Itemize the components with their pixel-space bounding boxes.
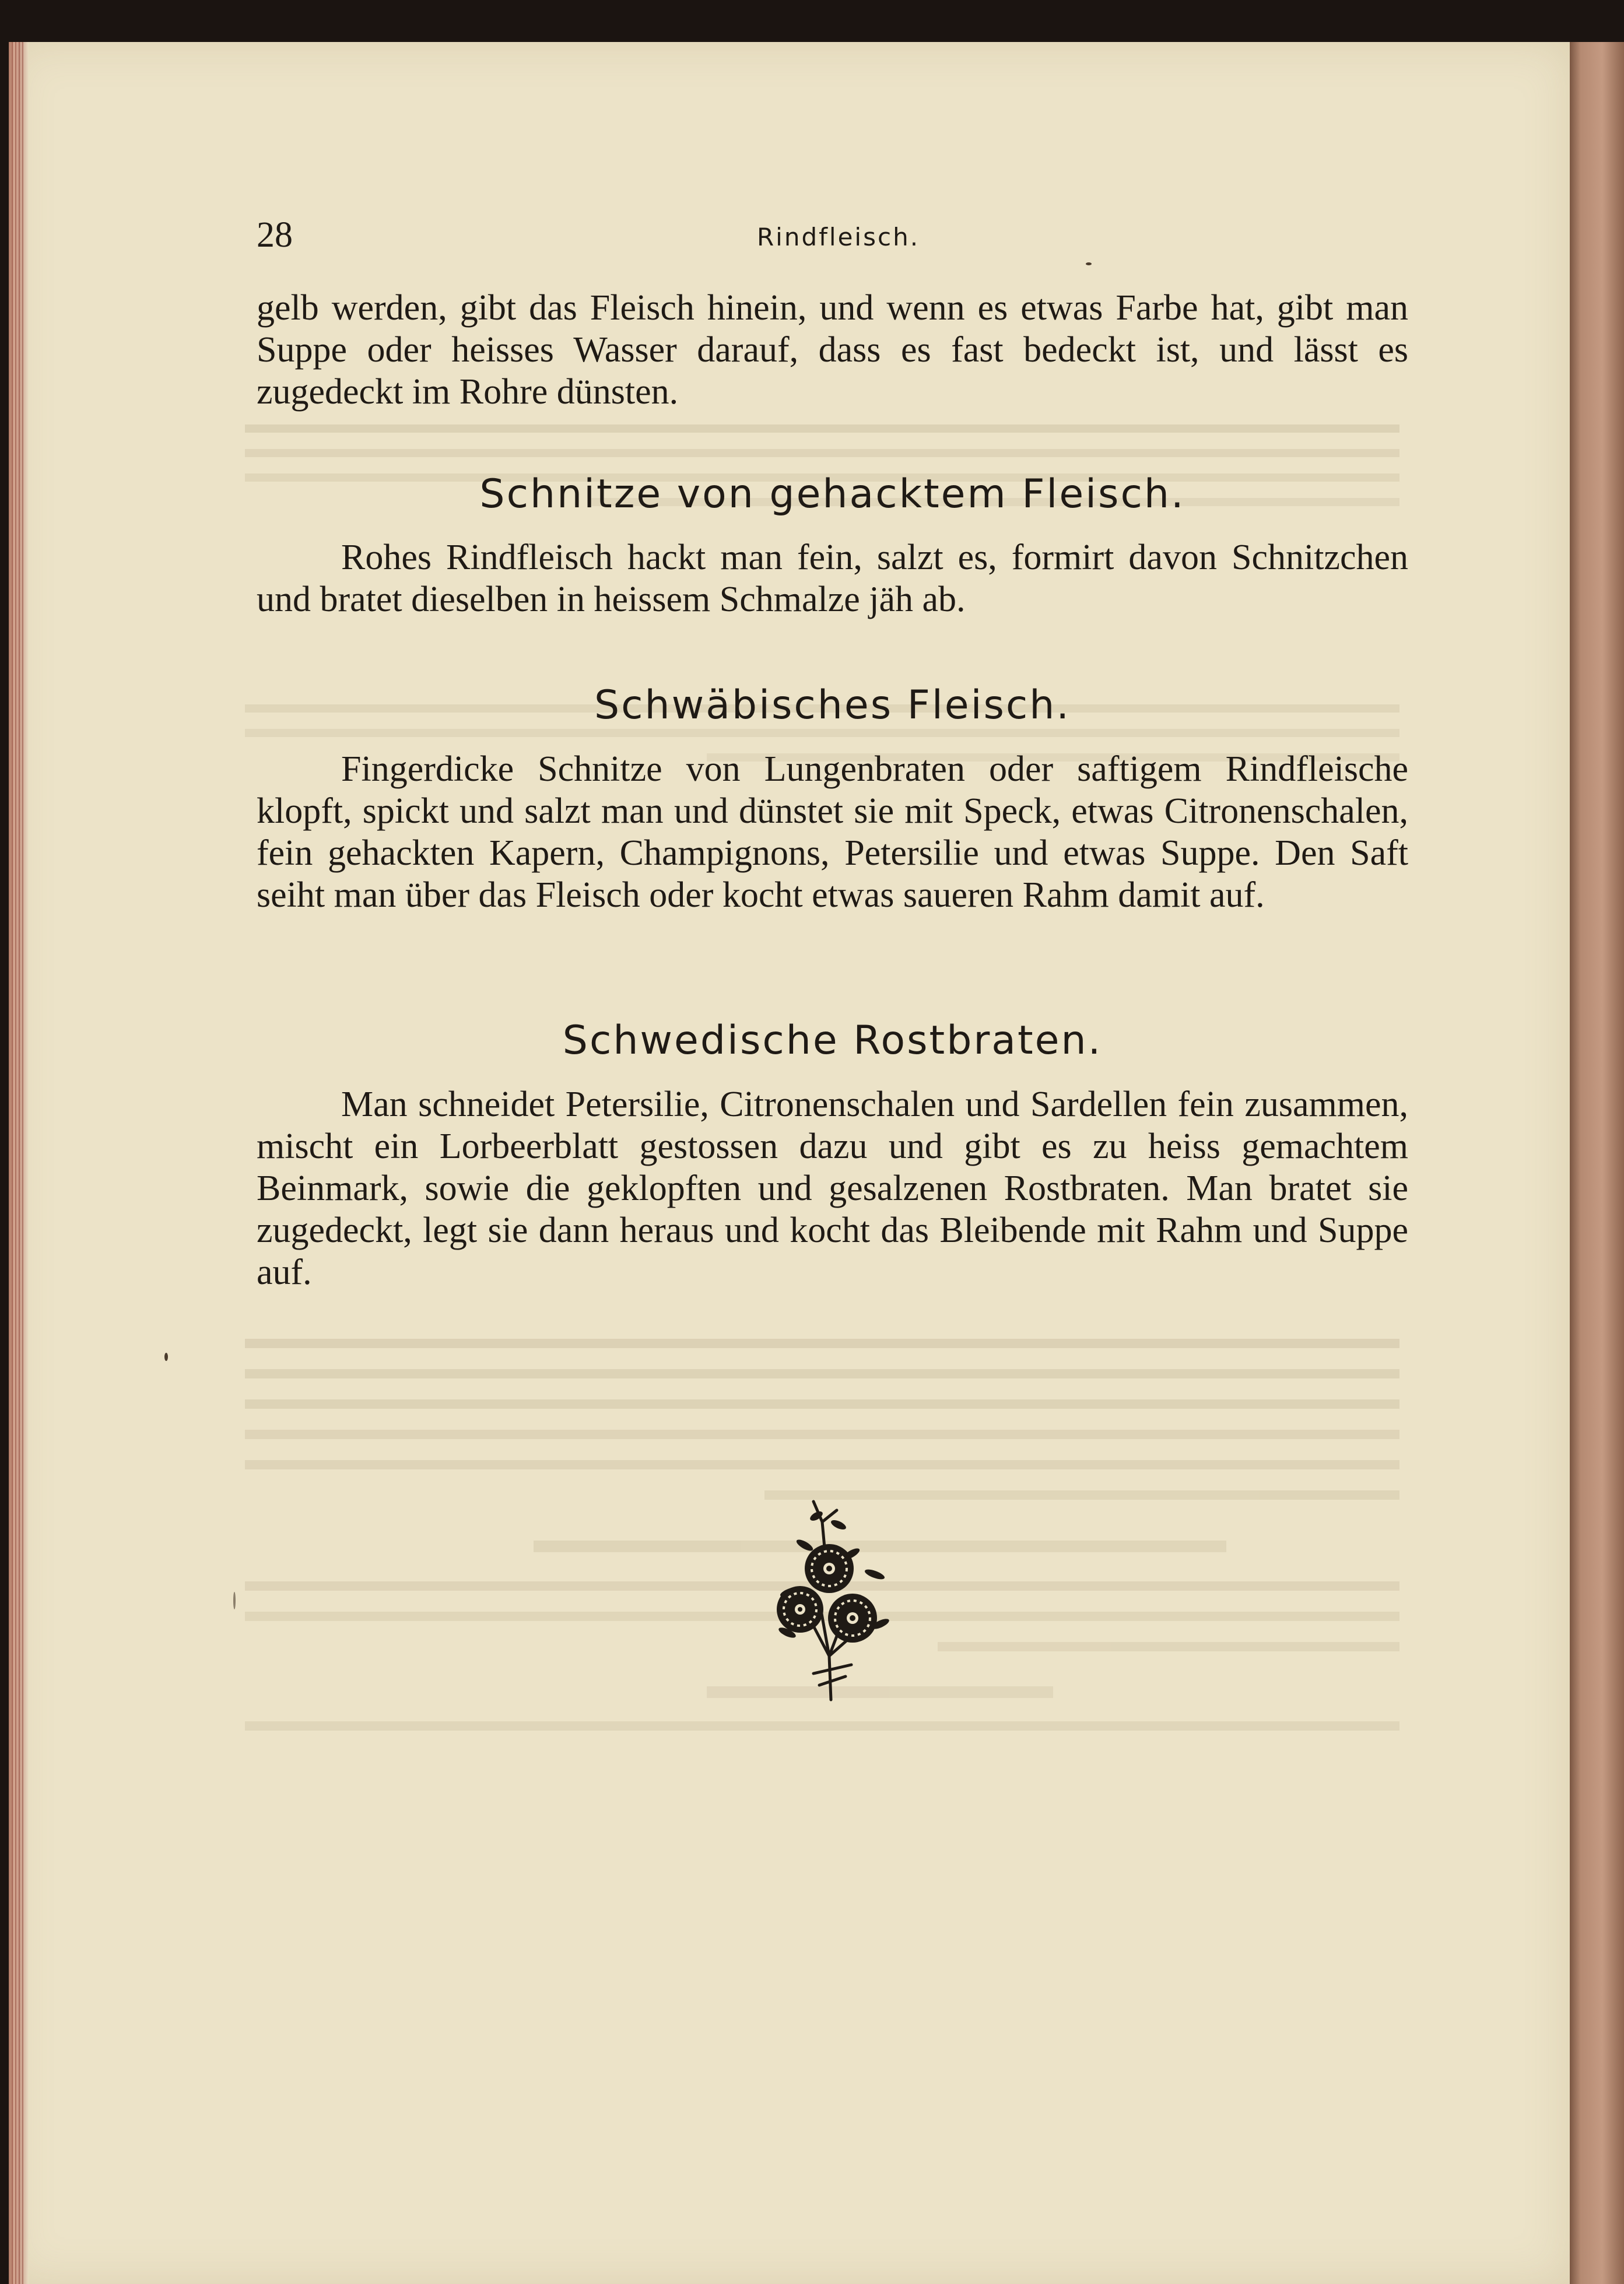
- running-head: [257, 215, 1408, 255]
- running-title: Rindfleisch.: [757, 223, 920, 251]
- show-through-texture: [245, 1318, 1399, 2134]
- floral-bouquet-icon: [764, 1499, 898, 1703]
- recipe-text: Fingerdicke Schnitze von Lungenbraten oder saftigem Rindfleische klopft, spickt und salzt man und dünstet sie mit Speck, etwas Citronenschalen, fein gehackten Kapern, Champignons, Petersilie und etwas Suppe. Den Saft seiht man über das Fleisch oder kocht etwas saueren Rahm damit auf.: [257, 749, 1408, 915]
- recipe-title: Schnitze von gehacktem Fleisch.: [479, 471, 1185, 517]
- recipe-title: Schwäbisches Fleisch.: [594, 682, 1071, 728]
- continuation-paragraph: gelb werden, gibt das Fleisch hinein, und wenn es etwas Farbe hat, gibt man Suppe oder heisses Wasser darauf, dass es fast bedeckt ist, und lässt es zugedeckt im Rohre dünsten.: [257, 288, 1408, 412]
- book-cover-edge-right: [1570, 42, 1624, 2284]
- page-number: 28: [257, 215, 293, 255]
- recipe-title: Schwedische Rostbraten.: [562, 1018, 1103, 1064]
- recipe-text: Man schneidet Petersilie, Citronenschalen und Sardellen fein zusammen, mischt ein Lorbeerblatt gestossen dazu und gibt es zu heiss gemachtem Beinmark, sowie die geklopften und gesalzenen Rostbraten. Man bratet sie zugedeckt, legt sie dann heraus und kocht das Bleibende mit Rahm und Suppe auf.: [257, 1085, 1408, 1292]
- print-speck: [1086, 262, 1092, 265]
- print-speck: [233, 1592, 236, 1609]
- recipe-text: Rohes Rindfleisch hackt man fein, salzt es, formirt davon Schnitzchen und bratet dieselben in heissem Schmalze jäh ab.: [257, 538, 1408, 619]
- page-stack-lines: [12, 42, 23, 2284]
- print-speck: [164, 1353, 168, 1361]
